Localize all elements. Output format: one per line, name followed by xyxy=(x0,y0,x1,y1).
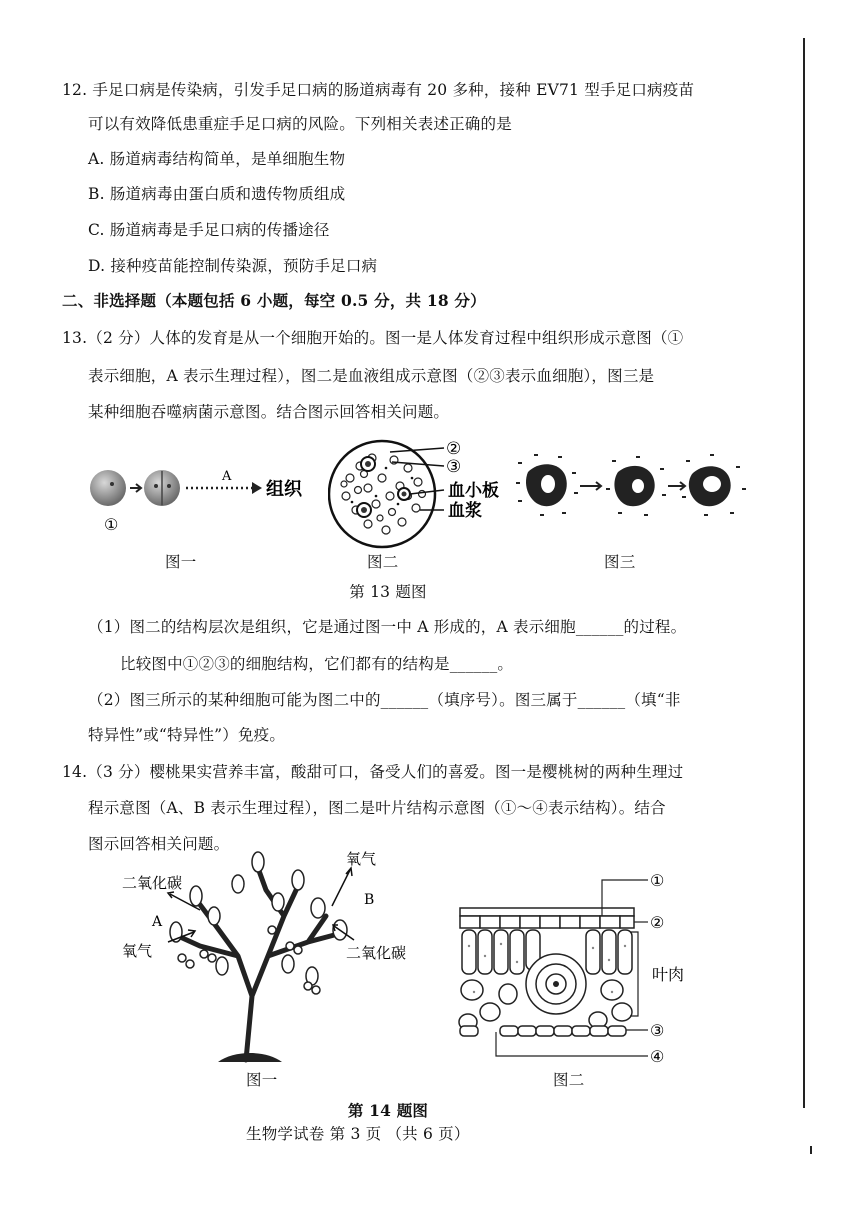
fig2-platelet-label: 血小板 xyxy=(448,481,499,501)
fig1-process-label: A xyxy=(222,469,232,484)
fig2-label-1: ① xyxy=(650,871,665,890)
q14-line3: 图示回答相关问题。 xyxy=(88,835,230,853)
q13-line3: 某种细胞吞噬病菌示意图。结合图示回答相关问题。 xyxy=(88,403,450,421)
q13-figure2 xyxy=(328,438,538,550)
fig2-label-3: ③ xyxy=(446,457,462,477)
q13-fig2-caption: 图二 xyxy=(367,553,399,571)
fig2-plasma-label: 血浆 xyxy=(448,501,482,521)
fig2-label-2: ② xyxy=(446,439,462,459)
process-b-label: B xyxy=(364,892,375,908)
oxygen-left-label: 氧气 xyxy=(122,942,153,960)
q12-option-d: D. 接种疫苗能控制传染源，预防手足口病 xyxy=(88,257,378,275)
q13-sub1-line2: 比较图中①②③的细胞结构，它们都有的结构是______。 xyxy=(120,655,514,673)
fig1-circle1-label: ① xyxy=(104,515,119,534)
process-a-label: A xyxy=(152,914,163,930)
arrow-icon xyxy=(580,482,601,490)
q14-line1: 14.（3 分）樱桃果实营养丰富，酸甜可口，备受人们的喜爱。图一是樱桃树的两种生理过 xyxy=(62,763,684,781)
fig2-label-4: ④ xyxy=(650,1047,665,1066)
arrow-icon xyxy=(668,482,685,490)
q12-line2: 可以有效降低患重症手足口病的风险。下列相关表述正确的是 xyxy=(88,115,512,133)
q13-fig3-caption: 图三 xyxy=(604,553,636,571)
q14-line2: 程示意图（A、B 表示生理过程），图二是叶片结构示意图（①～④表示结构）。结合 xyxy=(88,799,666,817)
q12-option-b: B. 肠道病毒由蛋白质和遗传物质组成 xyxy=(88,185,346,203)
arrow-icon xyxy=(332,868,352,906)
fig2-label-3: ③ xyxy=(650,1021,665,1040)
q13-figure3 xyxy=(514,452,754,522)
cuticle-layer xyxy=(460,908,634,916)
oxygen-top-label: 氧气 xyxy=(346,850,377,868)
q13-line1: 13.（2 分）人体的发育是从一个细胞开始的。图一是人体发育过程中组织形成示意图（① xyxy=(62,329,684,347)
co2-right-label: 二氧化碳 xyxy=(346,944,407,962)
arrowhead-icon xyxy=(252,482,262,494)
q13-line2: 表示细胞，A 表示生理过程），图二是血液组成示意图（②③表示血细胞），图三是 xyxy=(88,367,655,385)
q12-option-a: A. 肠道病毒结构简单，是单细胞生物 xyxy=(88,150,346,168)
q12-line1: 12. 手足口病是传染病，引发手足口病的肠道病毒有 20 多种，接种 EV71 型手足口病疫苗 xyxy=(62,81,695,99)
fig1-tissue-label: 组织 xyxy=(266,479,302,500)
page-footer: 生物学试卷 第 3 页 （共 6 页） xyxy=(246,1125,470,1143)
q14-figure2 xyxy=(452,866,702,1066)
q14-figure-title: 第 14 题图 xyxy=(347,1101,429,1120)
q13-sub2-line1: （2）图三所示的某种细胞可能为图二中的______（填序号）。图三属于______（填“非 xyxy=(88,691,681,709)
single-cell xyxy=(90,470,126,506)
co2-left-label: 二氧化碳 xyxy=(122,874,183,892)
upper-epidermis xyxy=(460,916,634,928)
arrow-icon xyxy=(130,484,141,492)
q12-option-c: C. 肠道病毒是手足口病的传播途径 xyxy=(88,221,330,239)
q14-fig2-caption: 图二 xyxy=(553,1071,585,1089)
q13-fig1-caption: 图一 xyxy=(165,553,197,571)
q14-figure1 xyxy=(118,846,428,1068)
tree-roots xyxy=(218,1053,282,1062)
q13-sub1-line1: （1）图二的结构层次是组织，它是通过图一中 A 形成的，A 表示细胞______的过程。 xyxy=(88,618,687,636)
fig2-mesophyll-label: 叶肉 xyxy=(652,965,685,984)
page-edge-line xyxy=(803,38,805,1108)
q13-sub2-line2: 特异性”或“特异性”）免疫。 xyxy=(88,726,286,744)
q13-figure-title: 第 13 题图 xyxy=(349,583,427,601)
lower-epidermis xyxy=(460,1026,626,1036)
page-edge-tick xyxy=(810,1146,812,1154)
q14-fig1-caption: 图一 xyxy=(246,1071,278,1089)
fig2-label-2: ② xyxy=(650,913,665,932)
q13-figure1 xyxy=(86,462,316,542)
section-heading: 二、非选择题（本题包括 6 小题，每空 0.5 分，共 18 分） xyxy=(62,291,486,310)
